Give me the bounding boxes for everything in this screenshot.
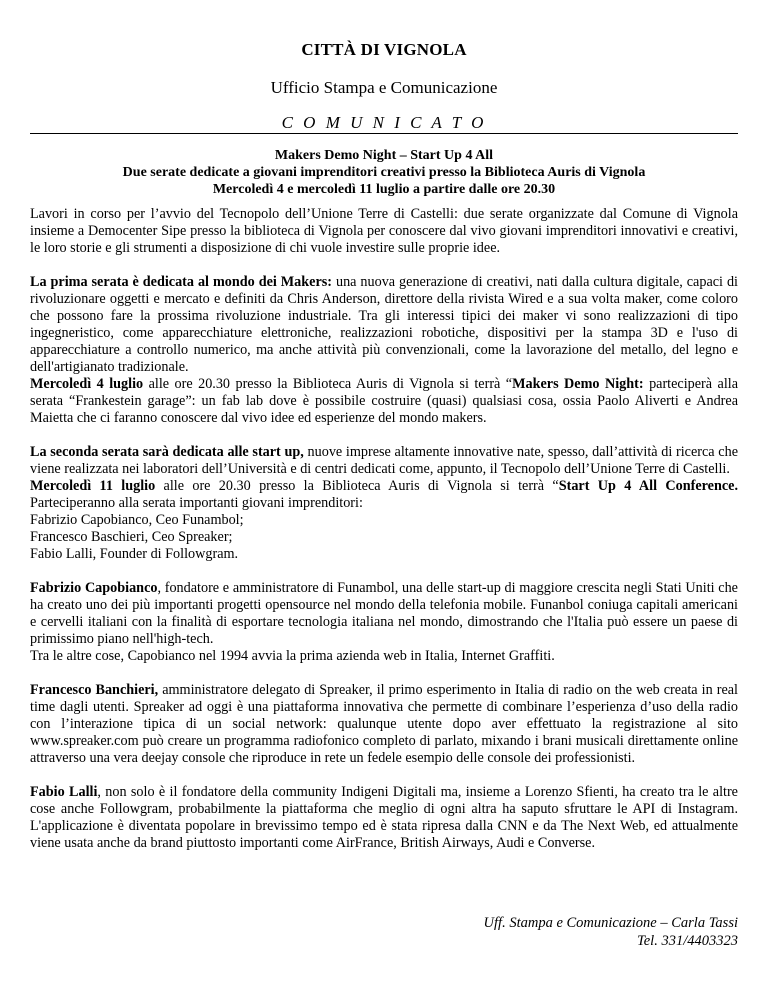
document-type-label: C O M U N I C A T O: [281, 113, 487, 132]
makers-text: una nuova generazione di creativi, nati dalla cultura digitale, capaci di rivoluzionare oggetti e mercato e definiti da Chris Anderson, direttore della rivista Wired e a sua volta maker, come coloro che possono fare la prossima rivoluzione industriale. Tra gli interessi tipici dei maker vi sono realizzazioni di tipo ingegneristico, come apparecchiature elettroniche, realizzazioni robotiche, dispositivi per la stampa 3D e l'uso di apparecchiature a controllo numerico, ma anche attività più convenzionali, come la lavorazione del metallo, del legno e dell'artigianato tradizionale.: [30, 274, 738, 375]
makers-date: Mercoledì 4 luglio: [30, 376, 144, 392]
startup-date: Mercoledì 11 luglio: [30, 478, 156, 494]
headline-title: Makers Demo Night – Start Up 4 All: [274, 148, 494, 163]
makers-event-text: parteciperà alla serata “Frankestein garage”: un fab lab dove è possibile costruire (quasi) qualsiasi cosa, ossia Paolo Aliverti e Andrea Maietta che ci faranno conoscere dal vivo idee ed esperienze del mondo makers.: [30, 376, 739, 426]
banchieri-paragraph: [30, 682, 738, 767]
capobianco-text: , fondatore e amministratore di Funambol, una delle start-up di maggiore crescita negli Stati Uniti che ha creato uno dei più importanti progetti opensource nel mondo della telefonia mobile. Funanbol coniuga capitali americani e cervelli italiani con la finalità di esportare tecnologia italiana nel mondo, dimostrando che l'Italia può essere un paese di primissimo piano nell'high-tech.: [30, 580, 738, 647]
signature-block: [484, 914, 738, 950]
startup-lead: La seconda serata sarà dedicata alle start up,: [30, 444, 304, 460]
startup-event-name: Start Up 4 All Conference.: [558, 478, 739, 494]
office-name: Ufficio Stampa e Comunicazione: [270, 78, 498, 97]
startup-event-text: Parteciperanno alla serata importanti giovani imprenditori:: [30, 495, 363, 511]
startup-paragraph: [30, 444, 738, 563]
capobianco-paragraph: [30, 580, 738, 665]
lalli-paragraph: [30, 784, 738, 852]
makers-date-text: alle ore 20.30 presso la Biblioteca Auris di Vignola si terrà “: [143, 376, 513, 392]
lalli-text: , non solo è il fondatore della community Indigeni Digitali ma, insieme a Lorenzo Sfienti, ha creato tra le altre cose anche Followgram, probabilmente la piattaforma che meglio di ogni altra ha saputo sfruttare le API di Instagram. L'applicazione è diventata popolare in brevissimo tempo ed è stata ripresa dalla CNN e da The Next Web, ed attualmente viene usata anche da brand piuttosto importanti come AirFrance, British Airways, Audi e Converse.: [30, 784, 738, 851]
banchieri-text: amministratore delegato di Spreaker, il primo esperimento in Italia di radio on the web creata in real time dagli utenti. Spreaker ad oggi è una piattaforma innovativa che permette di combinare l’esperienza d’uso della radio con l’interazione tipica di un social network: qualunque utente dopo aver effettuato la registrazione al sito www.spreaker.com può creare un programma radiofonico completo di parlato, mixando i brani musicali direttamente online attraverso una vera deejay console che riproduce in rete un fedele esempio delle console dei professionisti.: [30, 682, 738, 766]
headline-subtitle: Due serate dedicate a giovani imprenditori creativi presso la Biblioteca Auris di Vignola: [122, 165, 646, 180]
signature-phone: Tel. 331/4403323: [637, 933, 738, 949]
banchieri-name: Francesco Banchieri,: [30, 682, 159, 698]
signature-office-contact: Uff. Stampa e Comunicazione – Carla Tassi: [483, 915, 738, 931]
header-divider: [30, 133, 738, 134]
city-title: CITTÀ DI VIGNOLA: [301, 40, 467, 59]
lalli-name: Fabio Lalli: [30, 784, 98, 800]
speaker-item: Fabrizio Capobianco, Ceo Funambol;: [30, 512, 244, 528]
startup-date-text: alle ore 20.30 presso la Biblioteca Auris di Vignola si terrà “: [155, 478, 559, 494]
headline-dates: Mercoledì 4 e mercoledì 11 luglio a partire dalle ore 20.30: [212, 182, 556, 197]
makers-event-name: Makers Demo Night:: [512, 376, 644, 392]
speaker-item: Fabio Lalli, Founder di Followgram.: [30, 546, 239, 562]
capobianco-extra: Tra le altre cose, Capobianco nel 1994 avvia la prima azienda web in Italia, Internet Graffiti.: [30, 648, 555, 664]
capobianco-name: Fabrizio Capobianco: [30, 580, 158, 596]
speaker-item: Francesco Baschieri, Ceo Spreaker;: [30, 529, 233, 545]
headline-block: [30, 147, 738, 198]
makers-lead: La prima serata è dedicata al mondo dei Makers:: [30, 274, 333, 290]
makers-paragraph: [30, 274, 738, 427]
article-body: [30, 206, 738, 869]
startup-text: nuove imprese altamente innovative nate, spesso, dall’attività di ricerca che viene realizzata nei laboratori dell’Università e di centri dedicati come, appunto, il Tecnopolo dell’Unione Terre di Castelli.: [30, 444, 738, 477]
intro-paragraph: Lavori in corso per l’avvio del Tecnopolo dell’Unione Terre di Castelli: due serate organizzate dal Comune di Vignola insieme a Democenter Sipe presso la biblioteca di Vignola per conoscere dal vivo giovani imprenditori innovativi e creativi, le loro storie e gli strumenti a disposizione di chi vuole investire sulle proprie idee.: [30, 206, 738, 256]
